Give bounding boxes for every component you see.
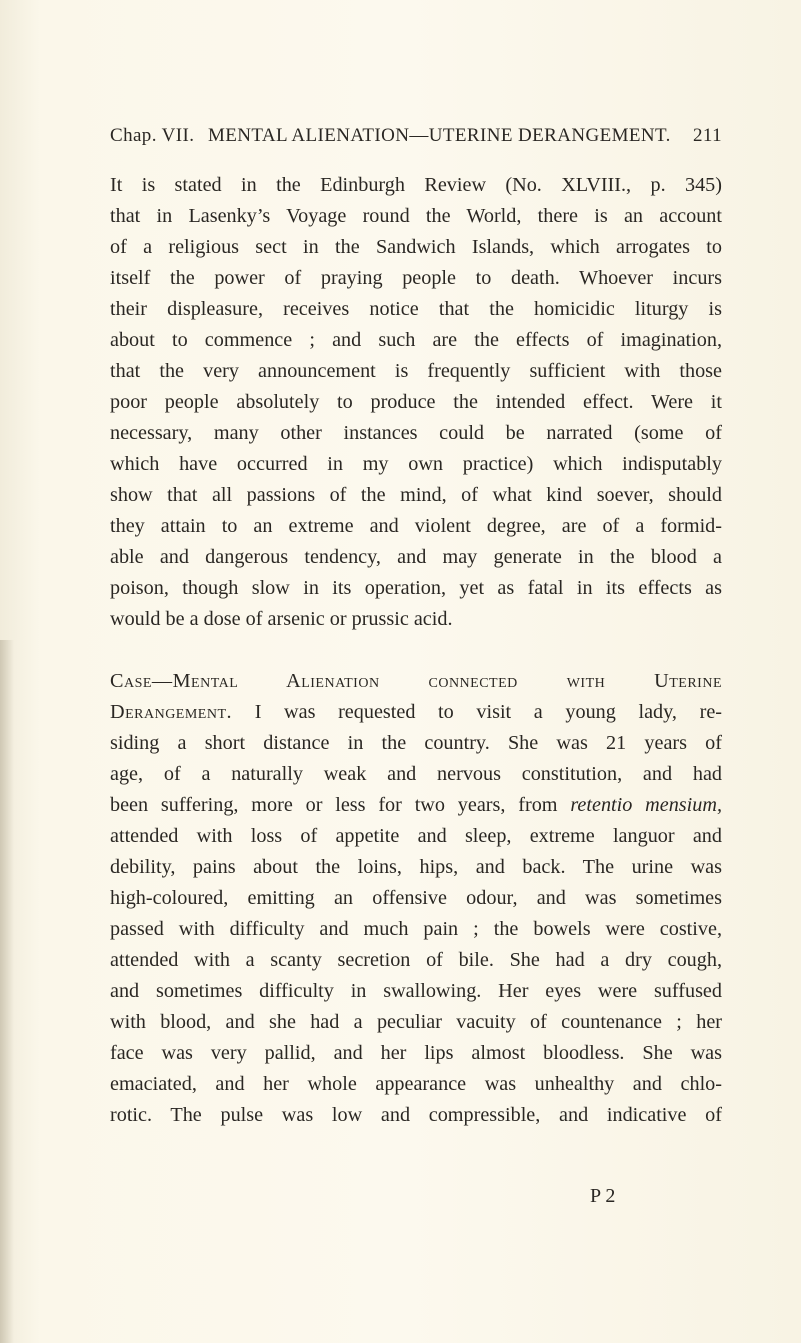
body-text — [110, 170, 722, 1131]
text-line: show that all passions of the mind, of what kind soever, should — [110, 484, 722, 506]
case-heading-continuation: Derangement. — [110, 701, 233, 723]
text-line: passed with difficulty and much pain ; the bowels were costive, — [110, 918, 722, 940]
text-line: able and dangerous tendency, and may generate in the blood a — [110, 546, 722, 568]
italic-term: retentio mensium, — [570, 794, 722, 816]
text-line: poison, though slow in its operation, yet as fatal in its effects as — [110, 577, 722, 599]
text-line: necessary, many other instances could be narrated (some of — [110, 422, 722, 444]
text-line: their displeasure, receives notice that the homicidic liturgy is — [110, 298, 722, 320]
text-line: with blood, and she had a peculiar vacuity of countenance ; her — [110, 1011, 722, 1033]
chapter-label: Chap. VII. — [110, 125, 195, 146]
running-title: MENTAL ALIENATION—UTERINE DERANGEMENT. — [208, 125, 671, 146]
text-line: about to commence ; and such are the effects of imagination, — [110, 329, 722, 351]
page-number: 211 — [693, 125, 722, 146]
text-line — [110, 697, 722, 728]
text-line: they attain to an extreme and violent degree, are of a formid- — [110, 515, 722, 537]
signature-mark: P 2 — [590, 1185, 616, 1207]
case-heading: Case—Mental Alienation connected with Uterine — [110, 670, 722, 692]
text-line: face was very pallid, and her lips almost bloodless. She was — [110, 1042, 722, 1064]
text-line: age, of a naturally weak and nervous constitution, and had — [110, 763, 722, 785]
text-line: that the very announcement is frequently sufficient with those — [110, 360, 722, 382]
text-line: attended with a scanty secretion of bile. She had a dry cough, — [110, 949, 722, 971]
text-fragment: been suffering, more or less for two years, from — [110, 794, 571, 816]
text-line — [110, 790, 722, 821]
page-edge-shadow — [0, 640, 14, 1343]
text-fragment: I was requested to visit a young lady, re- — [254, 701, 723, 723]
text-line: poor people absolutely to produce the intended effect. Were it — [110, 391, 722, 413]
text-line: rotic. The pulse was low and compressible, and indicative of — [110, 1104, 722, 1126]
text-line: of a religious sect in the Sandwich Islands, which arrogates to — [110, 236, 722, 258]
text-line: emaciated, and her whole appearance was unhealthy and chlo- — [110, 1073, 722, 1095]
text-line: that in Lasenky’s Voyage round the World, there is an account — [110, 205, 722, 227]
text-line: attended with loss of appetite and sleep, extreme languor and — [110, 825, 722, 847]
text-line: debility, pains about the loins, hips, and back. The urine was — [110, 856, 722, 878]
paragraph-2 — [110, 666, 722, 1131]
paragraph-1 — [110, 170, 722, 635]
text-line: and sometimes difficulty in swallowing. Her eyes were suffused — [110, 980, 722, 1002]
text-line: siding a short distance in the country. She was 21 years of — [110, 732, 722, 754]
paragraph-gap — [110, 635, 722, 666]
text-line: It is stated in the Edinburgh Review (No. XLVIII., p. 345) — [110, 174, 722, 196]
running-head — [110, 125, 722, 149]
text-line: high-coloured, emitting an offensive odour, and was sometimes — [110, 887, 722, 909]
text-line: which have occurred in my own practice) which indisputably — [110, 453, 722, 475]
text-line: itself the power of praying people to death. Whoever incurs — [110, 267, 722, 289]
text-line: would be a dose of arsenic or prussic acid. — [110, 608, 453, 630]
